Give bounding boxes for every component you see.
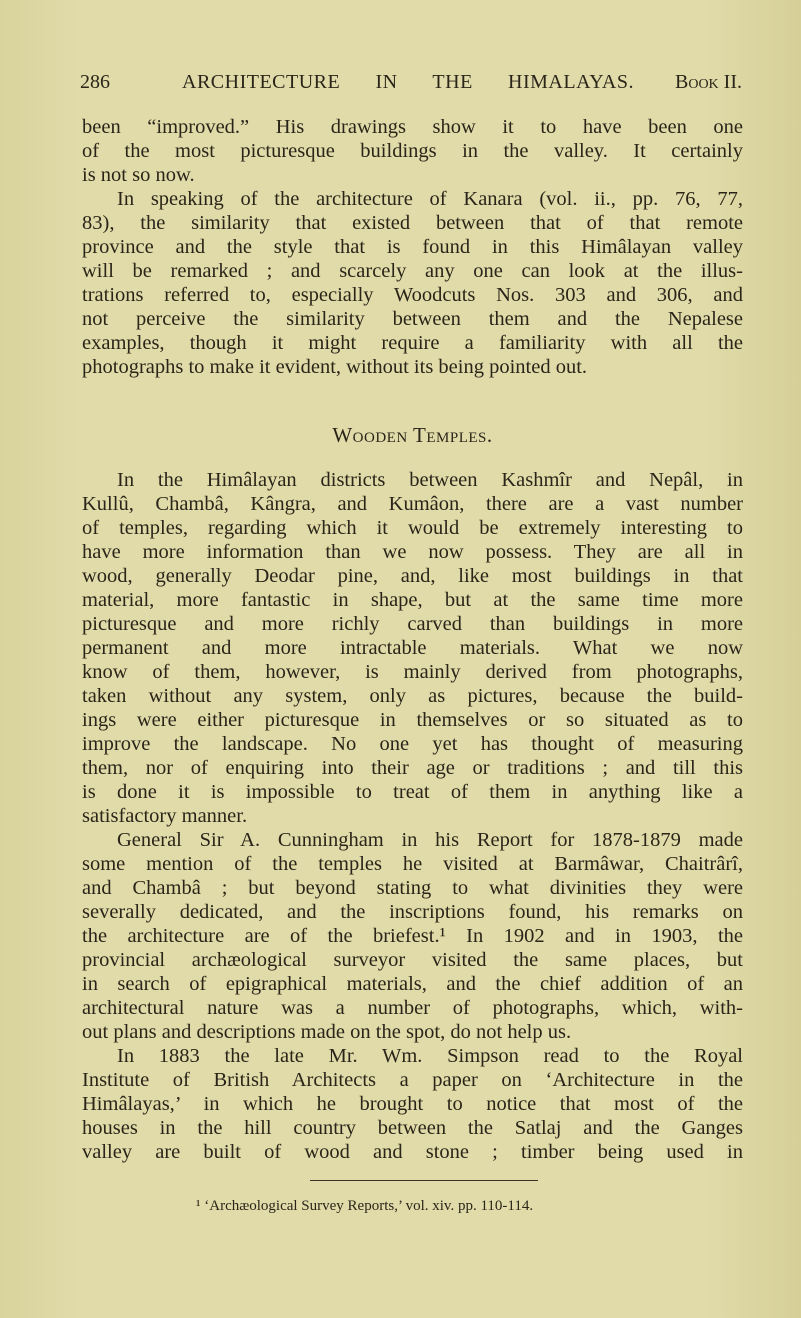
book-label: Book II.	[675, 71, 742, 93]
text-line: have more information than we now possess. They are all in	[82, 541, 743, 563]
text-line: and Chambâ ; but beyond stating to what divinities they were	[82, 877, 743, 899]
text-line: provincial archæological surveyor visited the same places, but	[82, 949, 743, 971]
section-intro	[82, 115, 743, 379]
footnote-divider	[310, 1180, 538, 1181]
section-heading: Wooden Temples.	[332, 423, 493, 447]
text-line: been “improved.” His drawings show it to have been one	[82, 116, 743, 138]
paragraph	[82, 468, 743, 828]
text-line: examples, though it might require a familiarity with all the	[82, 332, 743, 354]
text-line: of the most picturesque buildings in the valley. It certainly	[82, 140, 743, 162]
paragraph	[82, 187, 743, 379]
text-line: photographs to make it evident, without its being pointed out.	[82, 356, 588, 378]
text-line: out plans and descriptions made on the spot, do not help us.	[82, 1021, 572, 1043]
text-line: Himâlayas,’ in which he brought to notice that most of the	[82, 1093, 743, 1115]
text-line: material, more fantastic in shape, but at the same time more	[82, 589, 743, 611]
running-header	[80, 70, 742, 94]
text-line: province and the style that is found in this Himâlayan valley	[82, 236, 743, 258]
text-line: permanent and more intractable materials. What we now	[82, 637, 743, 659]
footnote: ¹ ‘Archæological Survey Reports,’ vol. xiv. pp. 110-114.	[196, 1198, 534, 1214]
text-line: satisfactory manner.	[82, 805, 248, 827]
text-line: wood, generally Deodar pine, and, like most buildings in that	[82, 565, 743, 587]
body-text	[82, 115, 743, 1164]
text-line: severally dedicated, and the inscriptions found, his remarks on	[82, 901, 743, 923]
text-line: know of them, however, is mainly derived from photographs,	[82, 661, 743, 683]
text-line: valley are built of wood and stone ; timber being used in	[82, 1141, 743, 1163]
text-line: In the Himâlayan districts between Kashmîr and Nepâl, in	[117, 469, 743, 491]
text-line: not perceive the similarity between them and the Nepalese	[82, 308, 743, 330]
text-line: Kullû, Chambâ, Kângra, and Kumâon, there are a vast number	[82, 493, 743, 515]
text-line: of temples, regarding which it would be extremely interesting to	[82, 517, 743, 539]
text-line: In speaking of the architecture of Kanara (vol. ii., pp. 76, 77,	[117, 188, 743, 210]
text-line: houses in the hill country between the Satlaj and the Ganges	[82, 1117, 743, 1139]
section-wooden-temples	[82, 468, 743, 1164]
text-line: taken without any system, only as pictures, because the build-	[82, 685, 743, 707]
text-line: picturesque and more richly carved than buildings in more	[82, 613, 743, 635]
text-line: architectural nature was a number of photographs, which, with-	[82, 997, 743, 1019]
paragraph	[82, 828, 743, 1044]
text-line: the architecture are of the briefest.¹ In 1902 and in 1903, the	[82, 925, 743, 947]
text-line: improve the landscape. No one yet has thought of measuring	[82, 733, 743, 755]
text-line: In 1883 the late Mr. Wm. Simpson read to the Royal	[117, 1045, 743, 1067]
text-line: is done it is impossible to treat of them in anything like a	[82, 781, 743, 803]
text-line: ings were either picturesque in themselves or so situated as to	[82, 709, 743, 731]
paragraph	[82, 1044, 743, 1164]
text-line: some mention of the temples he visited at Barmâwar, Chaitrârî,	[82, 853, 743, 875]
text-line: them, nor of enquiring into their age or traditions ; and till this	[82, 757, 743, 779]
paragraph	[82, 115, 743, 187]
text-line: 83), the similarity that existed between that of that remote	[82, 212, 743, 234]
text-line: will be remarked ; and scarcely any one can look at the illus-	[82, 260, 743, 282]
text-line: trations referred to, especially Woodcuts Nos. 303 and 306, and	[82, 284, 743, 306]
page-number: 286	[80, 71, 110, 93]
text-line: Institute of British Architects a paper on ‘Architecture in the	[82, 1069, 743, 1091]
text-line: in search of epigraphical materials, and the chief addition of an	[82, 973, 743, 995]
text-line: General Sir A. Cunningham in his Report for 1878-1879 made	[117, 829, 743, 851]
running-title: ARCHITECTURE IN THE HIMALAYAS.	[182, 71, 634, 93]
text-line: is not so now.	[82, 164, 195, 186]
